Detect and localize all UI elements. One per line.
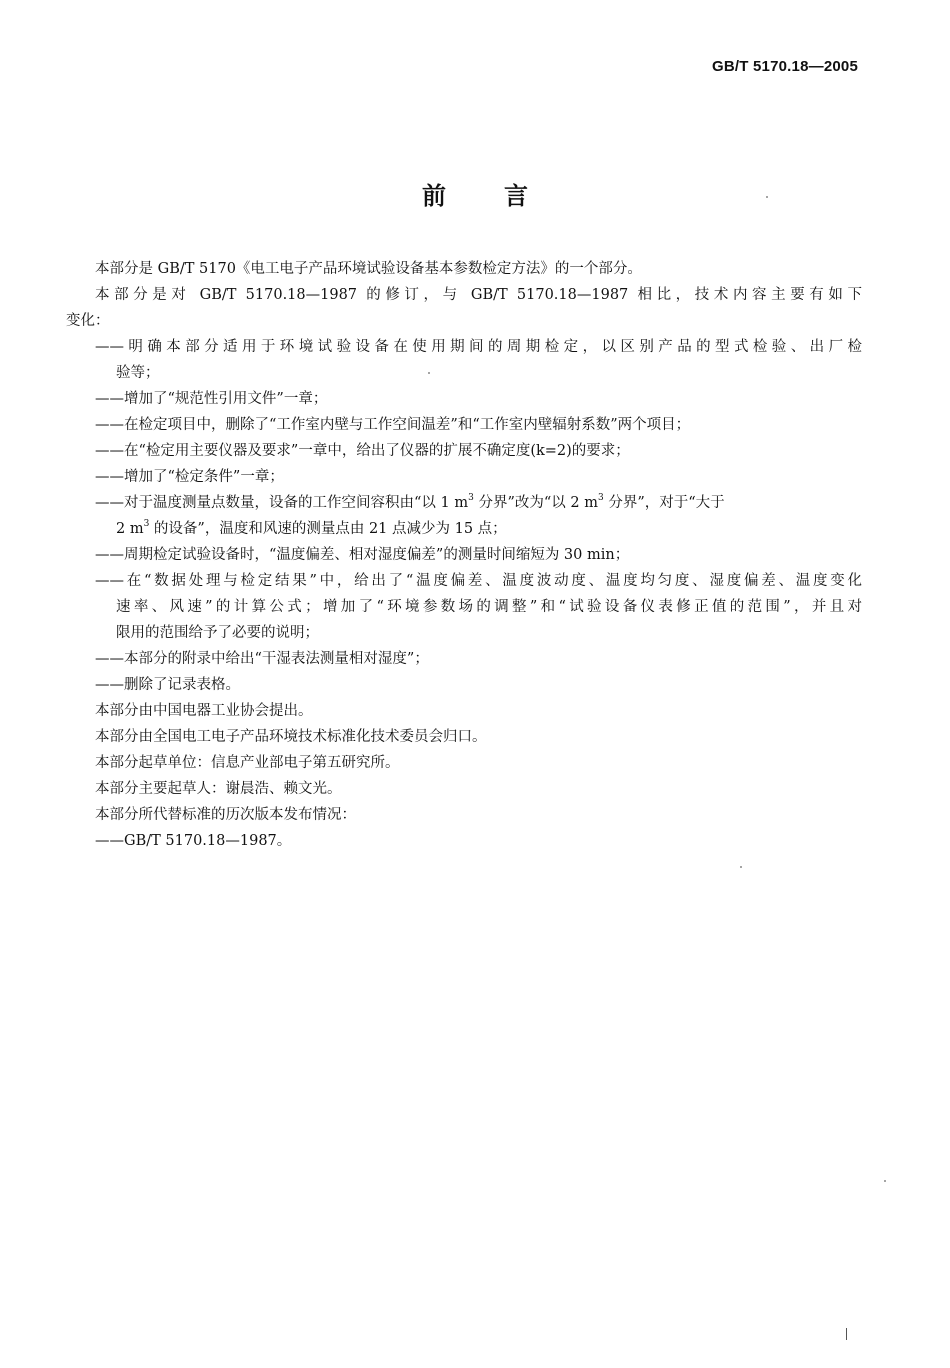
- superscript: 3: [468, 493, 474, 504]
- paragraph-revision-line1: 本部分是对 GB/T 5170.18—1987 的修订，与 GB/T 5170.18—1987 相比，技术内容主要有如下: [95, 287, 862, 303]
- list-item: ——周期检定试验设备时，“温度偏差、相对湿度偏差”的测量时间缩短为 30 min；: [95, 547, 630, 563]
- superscript: 3: [597, 493, 604, 504]
- scan-speck: [884, 1180, 886, 1182]
- document-body: [66, 256, 862, 854]
- page-title: 前言: [422, 182, 586, 210]
- paragraph-revision-line2: 变化：: [66, 313, 110, 329]
- list-item-text: 分界”，对于“大于: [603, 495, 725, 511]
- list-item-text: 的设备”，温度和风速的测量点由 21 点减少为 15 点；: [149, 521, 507, 537]
- list-item: ——在“数据处理与检定结果”中，给出了“温度偏差、温度波动度、温度均匀度、湿度偏差、温度变化: [95, 573, 862, 589]
- list-item: ——GB/T 5170.18—1987。: [95, 833, 292, 849]
- paragraph-proposer: 本部分由中国电器工业协会提出。: [95, 703, 313, 719]
- scan-speck: [740, 866, 742, 868]
- paragraph-scope: 本部分是 GB/T 5170《电工电子产品环境试验设备基本参数检定方法》的一个部分。: [95, 261, 642, 277]
- list-item: ——增加了“检定条件”一章；: [95, 469, 284, 485]
- list-item: ——明确本部分适用于环境试验设备在使用期间的周期检定，以区别产品的型式检验、出厂检: [95, 339, 862, 355]
- paragraph-history: 本部分所代替标准的历次版本发布情况：: [95, 807, 356, 823]
- list-item-text: ——对于温度测量点数量，设备的工作空间容积由“以 1 m: [95, 495, 469, 511]
- page-mark: [846, 1328, 847, 1340]
- list-item: ——增加了“规范性引用文件”一章；: [95, 391, 328, 407]
- superscript: 3: [143, 519, 150, 530]
- paragraph-drafters: 本部分主要起草人：谢晨浩、赖文光。: [95, 781, 342, 797]
- scan-speck: [766, 196, 768, 198]
- list-item-continuation: 限用的范围给予了必要的说明；: [116, 625, 319, 641]
- list-item-continuation: 验等；: [116, 365, 160, 381]
- list-item: ——本部分的附录中给出“干湿表法测量相对湿度”；: [95, 651, 429, 667]
- list-item-continuation: 速率、风速”的计算公式；增加了“环境参数场的调整”和“试验设备仪表修正值的范围”，并且对: [116, 599, 862, 615]
- list-item: ——在“检定用主要仪器及要求”一章中，给出了仪器的扩展不确定度(k=2)的要求；: [95, 443, 630, 459]
- list-item: [66, 490, 862, 516]
- paragraph-committee: 本部分由全国电工电子产品环境技术标准化技术委员会归口。: [95, 729, 487, 745]
- list-item-text: 2 m: [116, 521, 144, 537]
- scan-speck: [428, 372, 430, 374]
- list-item-text: 分界”改为“以 2 m: [473, 495, 598, 511]
- list-item: ——删除了记录表格。: [95, 677, 240, 693]
- paragraph-drafting-unit: 本部分起草单位：信息产业部电子第五研究所。: [95, 755, 400, 771]
- list-item-continuation: [66, 516, 862, 542]
- standard-code: GB/T 5170.18—2005: [712, 58, 858, 75]
- list-item: ——在检定项目中，删除了“工作室内壁与工作空间温差”和“工作室内壁辐射系数”两个项目；: [95, 417, 691, 433]
